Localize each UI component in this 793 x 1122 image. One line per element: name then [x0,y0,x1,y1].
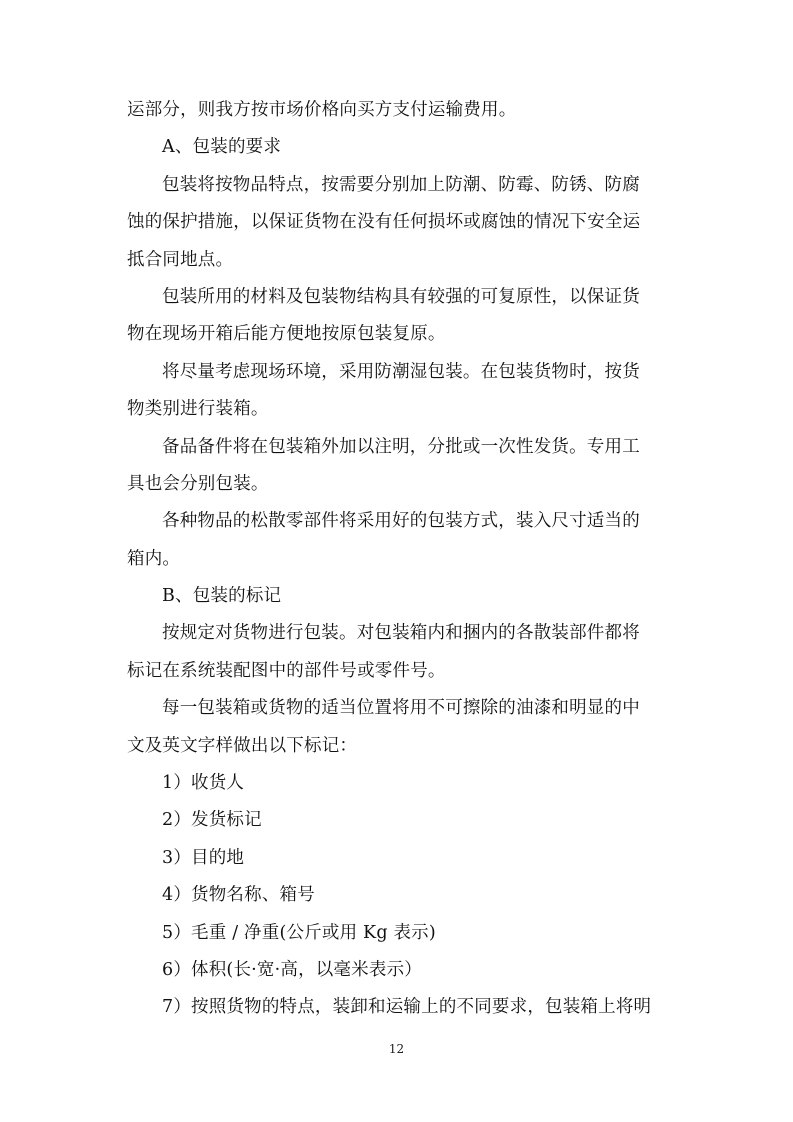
text-line: 按规定对货物进行包装。对包装箱内和捆内的各散装部件都将 [162,623,640,644]
text-line: 运部分，则我方按市场价格向买方支付运输费用。 [127,100,517,120]
text-line: 3）目的地 [162,847,245,868]
text-line: 蚀的保护措施，以保证货物在没有任何损坏或腐蚀的情况下安全运 [127,212,641,233]
text-line: 各种物品的松散零部件将采用好的包装方式，装入尺寸适当的 [162,511,640,532]
text-line: 物在现场开箱后能方便地按原包装复原。 [127,324,446,345]
text-line: 具也会分别包装。 [127,473,269,494]
text-line: 备品备件将在包装箱外加以注明，分批或一次性发货。专用工 [162,436,640,457]
text-line: 箱内。 [127,548,181,569]
text-line: 将尽量考虑现场环境，采用防潮湿包装。在包装货物时，按货 [162,361,640,382]
text-line: 物类别进行装箱。 [127,399,269,420]
text-line: 1）收货人 [162,773,245,794]
text-line: 标记在系统装配图中的部件号或零件号。 [127,660,446,681]
text-line: 每一包装箱或货物的适当位置将用不可擦除的油漆和明显的中 [162,698,640,719]
page-number: 12 [388,1042,405,1056]
text-line: 4）货物名称、箱号 [162,885,315,906]
text-line: 包装所用的材料及包装物结构具有较强的可复原性，以保证货 [162,286,640,307]
text-line: 抵合同地点。 [127,249,234,270]
text-line: 文及英文字样做出以下标记： [127,735,358,756]
text-line: B、包装的标记 [162,586,282,607]
text-line: 包装将按物品特点，按需要分别加上防潮、防霉、防锈、防腐 [162,174,640,195]
text-line: A、包装的要求 [162,137,282,158]
document-body [127,92,671,1027]
text-line: 6）体积(长·宽·高，以毫米表示） [162,959,422,980]
text-line: 7）按照货物的特点，装卸和运输上的不同要求，包装箱上将明 [162,997,652,1018]
text-line: 5）毛重 / 净重(公斤或用 Kg 表示) [162,922,436,943]
text-line: 2）发货标记 [162,810,262,831]
